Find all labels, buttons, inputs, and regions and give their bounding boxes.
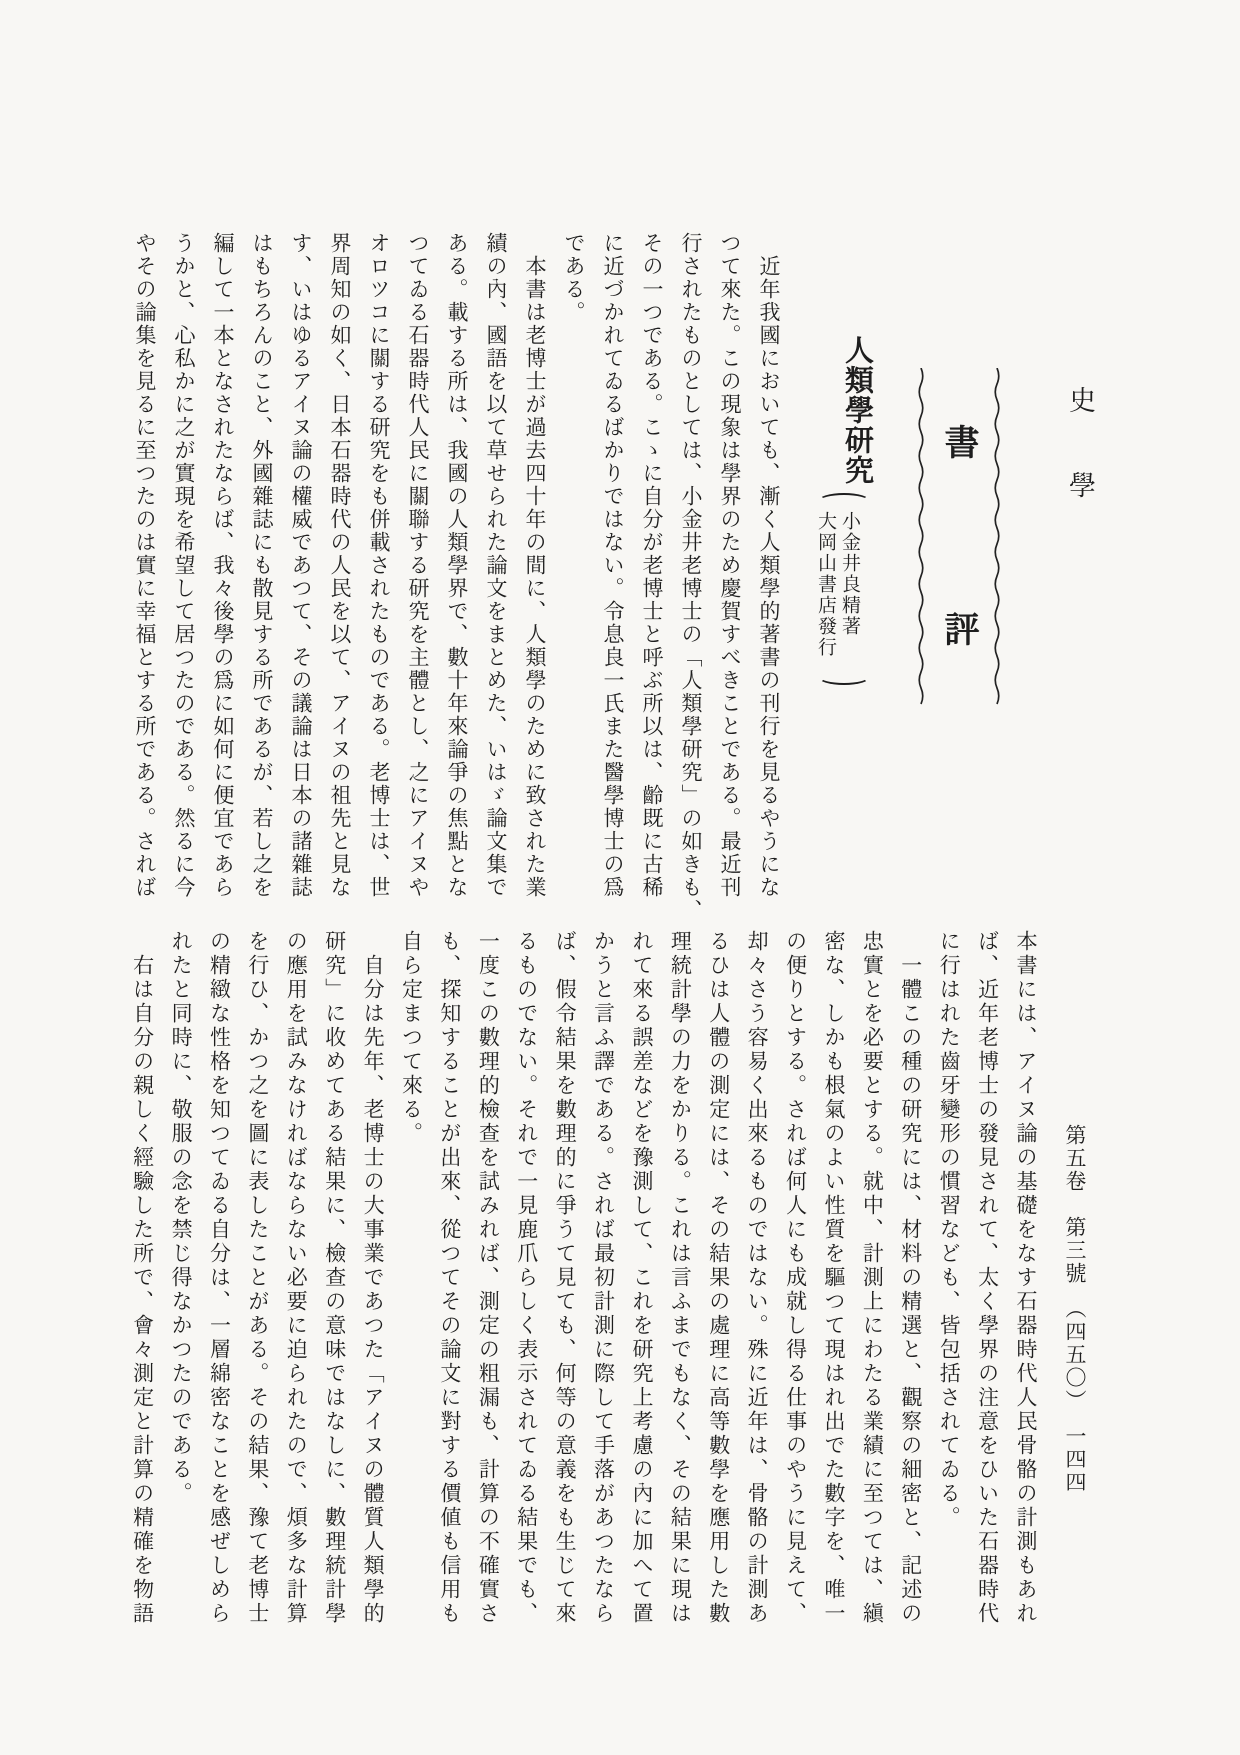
text-column: 行されたものとしては、小金井老博士の「人類學研究」の如きも、: [679, 232, 703, 922]
text-column: 界周知の如く、日本石器時代の人民を以て、アイヌの祖先と見な: [328, 232, 352, 899]
text-column: 本書は老博士が過去四十年の間に、人類學のために致された業: [523, 232, 547, 899]
text-column: 密な、しかも根氣のよい性質を驅つて現はれ出でた數字を、唯一: [821, 930, 846, 1626]
paren-open: [818, 493, 870, 509]
text-column: である。: [562, 232, 586, 324]
text-column: 績の內、國語を以て草せられた論文をまとめた、いはゞ論文集で: [484, 232, 508, 899]
text-column: その一つである。こゝに自分が老博士と呼ぶ所以は、齡既に古稀: [640, 232, 664, 899]
text-column: やその論集を見るに至つたのは實に幸福とする所である。されば: [133, 232, 157, 899]
text-column: れたと同時に、敬服の念を禁じ得なかつたのである。: [169, 930, 194, 1506]
text-column: 研究」に收めてある結果に、檢查の意味ではなしに、數理統計學: [322, 930, 347, 1626]
text-column: オロツコに關する研究をも併載されたものである。老博士は、世: [367, 232, 391, 899]
text-block-bottom: [123, 930, 1045, 1626]
text-column: 編して一本となされたならば、我々後學の爲に如何に便宜であら: [211, 232, 235, 899]
text-column: 忠實とを必要とする。就中、計測上にわたる業績に至つては、縝: [860, 930, 885, 1626]
text-column: つて來た。この現象は學界のため慶賀すべきことである。最近刊: [718, 232, 742, 899]
wavy-rule-right: [993, 368, 1002, 708]
text-column: 却々さう容易く出來るものではない。殊に近年は、骨骼の計測あ: [745, 930, 770, 1626]
text-column: うかと、心私かに之が實現を希望して居つたのである。然るに今: [172, 232, 196, 899]
section-header: 書評: [940, 424, 979, 798]
journal-name: 史學: [1065, 386, 1095, 556]
text-column: るひは人體の測定には、その結果の處理に高等數學を應用した數: [706, 930, 731, 1626]
text-column: 自ら定まつて來る。: [399, 930, 424, 1146]
text-column: 自分は先年、老博士の大事業であつた「アイヌの體質人類學的: [361, 930, 386, 1626]
text-column: に行はれた齒牙變形の慣習なども、皆包括されてゐる。: [937, 930, 962, 1530]
text-column: ば、近年老博士の發見されて、太く學界の注意をひいた石器時代: [975, 930, 1000, 1626]
text-column: す、いはゆるアイヌ論の權威であつて、その議論は日本の諸雜誌: [289, 232, 313, 899]
text-column: に近づかれてゐるばかりではない。令息良一氏また醫學博士の爲: [601, 232, 625, 899]
text-column: 右は自分の親しく經驗した所で、會々測定と計算の精確を物語: [130, 930, 155, 1626]
wavy-rule-left: [917, 368, 926, 708]
review-publisher: 大岡山書店發行: [815, 511, 836, 658]
text-column: ある。載する所は、我國の人類學界で、數十年來論爭の焦點とな: [445, 232, 469, 899]
review-title: 人類學研究: [841, 335, 873, 485]
text-column: ば、假令結果を數理的に爭うて見ても、何等の意義をも生じて來: [553, 930, 578, 1626]
text-column: 本書には、アイヌ論の基礎をなす石器時代人民骨骼の計測もあれ: [1014, 930, 1038, 1626]
review-title-credits: [813, 511, 861, 669]
text-column: も、探知することが出來、從つてその論文に對する價値も信用も: [437, 930, 462, 1626]
text-column: つてゐる石器時代人民に關聯する研究を主體とし、之にアイヌや: [406, 232, 430, 899]
text-column: の便りとする。されば何人にも成就し得る仕事のやうに見えて、: [783, 930, 808, 1626]
text-column: るものでない。それで一見鹿爪らしく表示されてゐる結果でも、: [514, 930, 539, 1626]
text-column: 近年我國においても、漸く人類學的著書の刊行を見るやうにな: [757, 232, 781, 899]
text-column: 一度この數理的檢查を試みれば、測定の粗漏も、計算の不確實さ: [476, 930, 501, 1626]
text-column: 一體この種の研究には、材料の精選と、觀察の細密と、記述の: [898, 930, 923, 1626]
paren-close: [818, 669, 870, 685]
text-column: を行ひ、かつ之を圖に表したことがある。その結果、豫て老博士: [245, 930, 270, 1626]
text-column: 理統計學の力をかりる。これは言ふまでもなく、その結果に現は: [668, 930, 693, 1626]
text-column: の應用を試みなければならない必要に迫られたので、煩多な計算: [284, 930, 309, 1626]
text-column: かうと言ふ譯である。されば最初計測に際して手落があつたなら: [591, 930, 616, 1626]
text-block-top: [125, 232, 788, 922]
review-author: 小金井良精著: [839, 511, 860, 637]
text-column: の精緻な性格を知つてゐる自分は、一層綿密なことを感ぜしめら: [207, 930, 232, 1626]
text-column: れて來る誤差などを豫測して、これを研究上考慮の內に加へて置: [629, 930, 654, 1626]
volume-issue-page: 第五卷 第三號 （四五〇） 一四四: [1063, 1124, 1087, 1494]
review-title-block: [808, 335, 888, 695]
text-column: はもちろんのこと、外國雜誌にも散見する所であるが、若し之を: [250, 232, 274, 899]
